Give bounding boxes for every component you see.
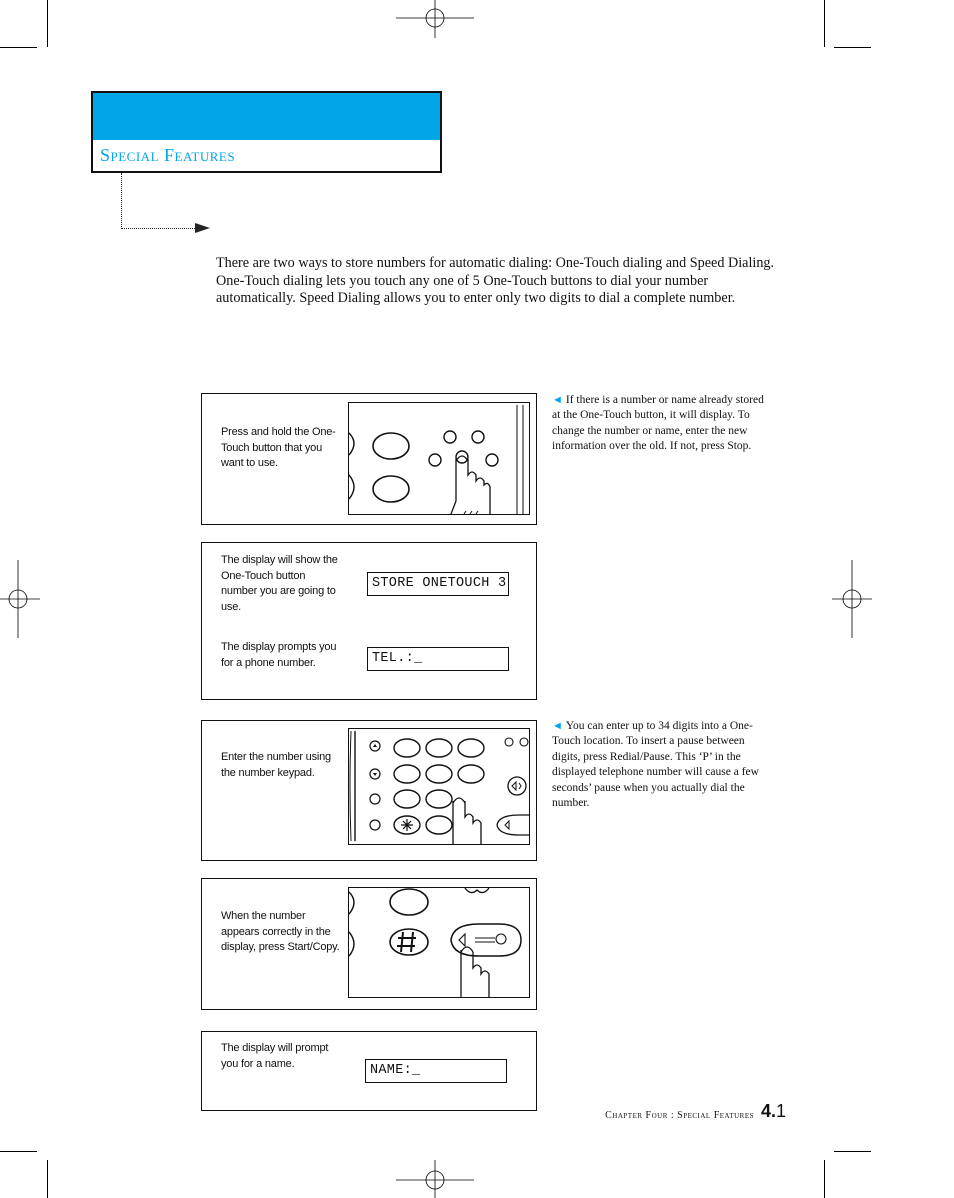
lcd-display: STORE ONETOUCH 3 [367, 572, 509, 596]
step-instruction: The display will show the One-Touch button number you are going to use. [221, 554, 338, 613]
leader-line [121, 173, 122, 229]
leader-line [121, 228, 197, 229]
note-text: You can enter up to 34 digits into a One-Touch location. To insert a pause between digits, press Redial/Pause. This ‘P’ in the displayed telephone number will cause a few seconds’ pause when you actually dial the number. [552, 720, 759, 810]
start-copy-key-illustration [348, 887, 530, 998]
crop-mark [834, 1151, 871, 1152]
registration-mark-right [832, 560, 872, 638]
crop-mark [824, 1160, 825, 1198]
step-instruction: The display prompts you for a phone number. [221, 641, 337, 669]
header-color-band [93, 93, 440, 140]
crop-mark [834, 47, 871, 48]
step-box [201, 393, 537, 525]
footer-chapter-label: Chapter Four : Special Features [605, 1110, 754, 1121]
intro-paragraph: There are two ways to store numbers for automatic dialing: One-Touch dialing and Speed Dialing. One-Touch dialing lets you touch any one of 5 One-Touch buttons to dial your number automatically. Speed Dialing allows you to enter only two digits to dial a complete number. [216, 255, 775, 306]
page-number-major: 4. [761, 1101, 777, 1121]
pointer-arrow-icon: ◄ [552, 720, 563, 732]
registration-mark-left [0, 560, 40, 638]
note-text: If there is a number or name already stored at the One-Touch button, it will display. To change the number or name, enter the new information over the old. If not, press Stop. [552, 394, 764, 453]
step-box [201, 1031, 537, 1111]
registration-mark-bottom [396, 1160, 474, 1198]
lcd-display: TEL.:_ [367, 647, 509, 671]
leader-arrow-icon [195, 223, 210, 233]
crop-mark [0, 47, 37, 48]
crop-mark [0, 1151, 37, 1152]
step-box [201, 878, 537, 1010]
pointer-arrow-icon: ◄ [552, 394, 563, 406]
page-number [761, 1101, 786, 1122]
side-note [552, 719, 774, 811]
section-title: Special Features [100, 145, 236, 165]
crop-mark [47, 1160, 48, 1198]
step-box [201, 542, 537, 700]
one-touch-panel-illustration [348, 402, 530, 515]
side-note [552, 393, 774, 455]
number-keypad-illustration [348, 728, 530, 845]
lcd-display: NAME:_ [365, 1059, 507, 1083]
page-number-minor: 1 [776, 1101, 787, 1121]
step-instruction: Enter the number using the number keypad. [221, 751, 331, 779]
step-instruction: When the number appears correctly in the display, press Start/Copy. [221, 910, 340, 954]
step-instruction: The display will prompt you for a name. [221, 1042, 329, 1070]
step-instruction: Press and hold the One-Touch button that you want to use. [221, 426, 336, 470]
crop-mark [47, 0, 48, 47]
registration-mark-top [396, 0, 474, 38]
step-box [201, 720, 537, 861]
crop-mark [824, 0, 825, 47]
